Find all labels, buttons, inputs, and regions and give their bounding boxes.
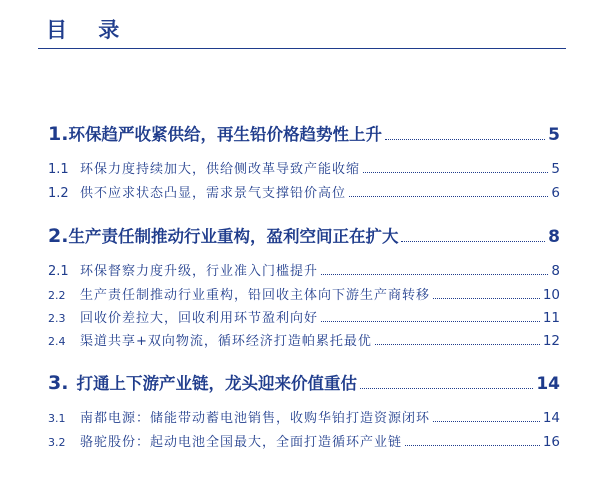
toc-entry-page: 14 (542, 410, 560, 426)
toc-entry-number: 1. (48, 123, 69, 145)
toc-entry-2-1[interactable] (48, 260, 560, 279)
toc-entry-number: 2.1 (48, 264, 69, 279)
toc-entry-2[interactable] (48, 223, 560, 247)
toc-entry-number: 2. (48, 225, 69, 247)
toc-entry-page: 5 (551, 161, 560, 177)
toc-entry-number: 1.1 (48, 162, 69, 177)
toc-entry-2-3[interactable] (48, 307, 560, 326)
toc-entry-3-1[interactable] (48, 407, 560, 426)
toc-entry-number: 2.2 (48, 289, 66, 302)
toc-entry-1[interactable] (48, 121, 560, 145)
toc-entry-number: 3.1 (48, 412, 66, 425)
toc-entry-label: 生产责任制推动行业重构，铅回收主体向下游生产商转移 (80, 288, 431, 303)
dot-leader (405, 445, 540, 446)
toc-entry-page: 6 (551, 185, 560, 201)
toc-entry-number: 1.2 (48, 186, 69, 201)
toc-entry-label: 生产责任制推动行业重构，盈利空间正在扩大 (68, 227, 399, 246)
dot-leader (363, 172, 548, 173)
dot-leader (401, 241, 545, 242)
dot-leader (321, 274, 548, 275)
toc-entry-number: 3. (48, 372, 69, 394)
toc-entry-page: 12 (542, 333, 560, 349)
dot-leader (433, 298, 540, 299)
dot-leader (321, 321, 540, 322)
toc-entry-1-2[interactable] (48, 182, 560, 201)
toc-entry-page: 14 (536, 374, 560, 394)
toc-entry-2-2[interactable] (48, 284, 560, 303)
title-divider (38, 48, 566, 49)
toc-entry-label: 南都电源：储能带动蓄电池销售，收购华铂打造资源闭环 (80, 411, 431, 426)
toc-entry-number: 2.4 (48, 335, 66, 348)
dot-leader (375, 344, 540, 345)
toc-entry-2-4[interactable] (48, 330, 560, 349)
toc-entry-label: 环保趋严收紧供给，再生铅价格趋势性上升 (68, 125, 382, 144)
dot-leader (360, 388, 533, 389)
toc-entry-label: 骆驼股份：起动电池全国最大，全面打造循环产业链 (80, 435, 403, 450)
toc-entry-label: 供不应求状态凸显，需求景气支撑铅价高位 (80, 186, 347, 201)
toc-entry-page: 10 (542, 287, 560, 303)
toc-entry-1-1[interactable] (48, 158, 560, 177)
dot-leader (433, 421, 540, 422)
toc-entry-label: 环保督察力度升级，行业准入门槛提升 (80, 264, 319, 279)
toc-entry-number: 2.3 (48, 312, 66, 325)
toc-entry-page: 11 (542, 310, 560, 326)
toc-entry-3-2[interactable] (48, 431, 560, 450)
toc-entry-label: 打通上下游产业链，龙头迎来价值重估 (76, 374, 357, 393)
toc-entry-page: 8 (548, 227, 560, 247)
toc-entry-label: 回收价差拉大，回收利用环节盈利向好 (80, 311, 319, 326)
dot-leader (385, 139, 545, 140)
toc-entry-page: 5 (548, 125, 560, 145)
toc-entry-page: 16 (542, 434, 560, 450)
toc-entry-3[interactable] (48, 370, 560, 394)
toc-title: 目 录 (46, 18, 132, 42)
dot-leader (349, 196, 548, 197)
toc-entry-page: 8 (551, 263, 560, 279)
toc-entry-label: 环保力度持续加大，供给侧改革导致产能收缩 (80, 162, 361, 177)
toc-entry-label: 渠道共享+双向物流，循环经济打造帕累托最优 (80, 334, 372, 349)
toc-entry-number: 3.2 (48, 436, 66, 449)
